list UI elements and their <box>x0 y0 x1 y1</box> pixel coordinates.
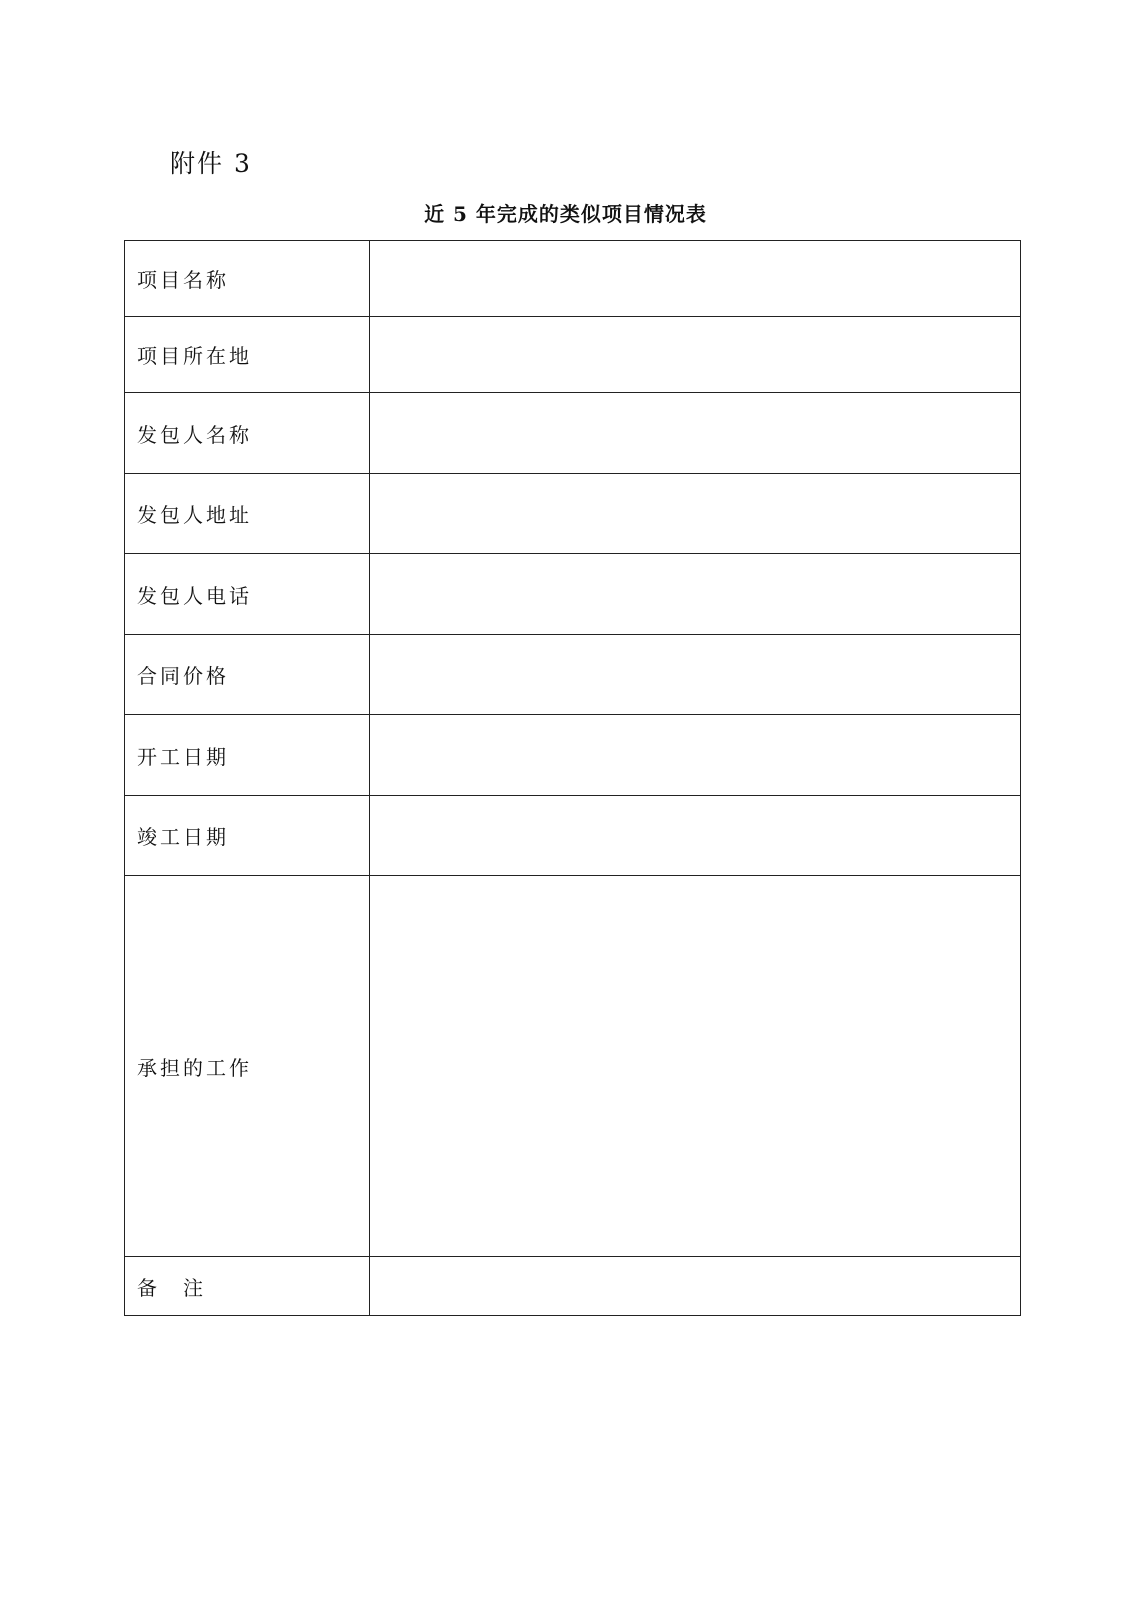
table-row <box>125 474 1021 554</box>
field-contract-price[interactable] <box>370 635 1021 715</box>
row-label-employer-phone: 发包人电话 <box>125 554 370 635</box>
field-employer-name[interactable] <box>370 393 1021 474</box>
field-remarks[interactable] <box>370 1257 1021 1316</box>
field-start-date[interactable] <box>370 715 1021 796</box>
row-label-employer-name: 发包人名称 <box>125 393 370 474</box>
row-label-work-undertaken: 承担的工作 <box>125 876 370 1257</box>
table-row <box>125 635 1021 715</box>
field-work-undertaken[interactable] <box>370 876 1021 1257</box>
table-row <box>125 317 1021 393</box>
table-row <box>125 796 1021 876</box>
field-employer-address[interactable] <box>370 474 1021 554</box>
field-employer-phone[interactable] <box>370 554 1021 635</box>
attachment-label: 附件 3 <box>170 149 252 178</box>
table-row <box>125 554 1021 635</box>
row-label-completion-date: 竣工日期 <box>125 796 370 876</box>
row-label-remarks: 备 注 <box>125 1257 370 1316</box>
row-label-project-location: 项目所在地 <box>125 317 370 393</box>
table-row <box>125 241 1021 317</box>
row-label-employer-address: 发包人地址 <box>125 474 370 554</box>
project-info-table <box>124 240 1021 1316</box>
row-label-contract-price: 合同价格 <box>125 635 370 715</box>
table-row <box>125 715 1021 796</box>
row-label-start-date: 开工日期 <box>125 715 370 796</box>
field-project-name[interactable] <box>370 241 1021 317</box>
row-label-project-name: 项目名称 <box>125 241 370 317</box>
table-row <box>125 876 1021 1257</box>
field-project-location[interactable] <box>370 317 1021 393</box>
table-row <box>125 393 1021 474</box>
table-row <box>125 1257 1021 1316</box>
field-completion-date[interactable] <box>370 796 1021 876</box>
table-title: 近 5 年完成的类似项目情况表 <box>424 202 707 226</box>
